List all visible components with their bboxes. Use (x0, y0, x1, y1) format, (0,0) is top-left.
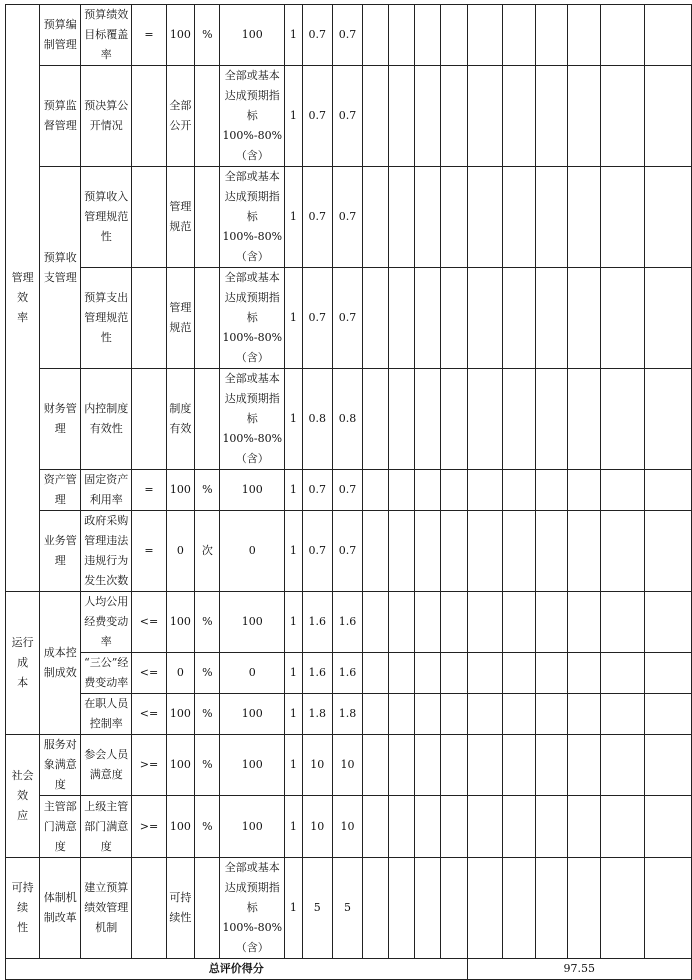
score-cell: 0.7 (302, 470, 332, 511)
category-l2-cell: 预算编 制管理 (40, 5, 81, 66)
category-l2-cell: 业务管 理 (40, 511, 81, 592)
operator-cell: <= (132, 694, 166, 735)
category-l1-cell: 社会效 应 (6, 735, 40, 858)
target-value-cell: 制度 有效 (166, 369, 195, 470)
operator-cell (132, 167, 166, 268)
unit-cell: % (195, 694, 220, 735)
weight-cell: 1 (285, 858, 303, 959)
actual-value-cell: 0 (220, 511, 285, 592)
target-value-cell: 100 (166, 694, 195, 735)
indicator-name-cell: 政府采购 管理违法 违规行为 发生次数 (81, 511, 132, 592)
weight-cell: 1 (285, 66, 303, 167)
score-cell: 10 (332, 735, 362, 796)
weight-cell: 1 (285, 369, 303, 470)
indicator-name-cell: 预算收入 管理规范 性 (81, 167, 132, 268)
operator-cell (132, 66, 166, 167)
category-l2-cell: 体制机 制改革 (40, 858, 81, 959)
operator-cell: = (132, 511, 166, 592)
target-value-cell: 100 (166, 592, 195, 653)
table-row (6, 5, 692, 66)
weight-cell: 1 (285, 653, 303, 694)
target-value-cell: 0 (166, 511, 195, 592)
category-l2-cell: 预算收 支管理 (40, 167, 81, 369)
weight-cell: 1 (285, 5, 303, 66)
weight-cell: 1 (285, 735, 303, 796)
total-score-label: 总评价得分 (6, 959, 468, 980)
table-row (6, 369, 692, 470)
operator-cell (132, 369, 166, 470)
score-cell: 0.8 (302, 369, 332, 470)
target-value-cell: 100 (166, 5, 195, 66)
weight-cell: 1 (285, 167, 303, 268)
indicator-name-cell: 参会人员 满意度 (81, 735, 132, 796)
unit-cell: % (195, 470, 220, 511)
table-row (6, 694, 692, 735)
table-row (6, 167, 692, 268)
unit-cell (195, 268, 220, 369)
category-l1-cell: 可持续 性 (6, 858, 40, 959)
score-cell: 0.7 (332, 5, 362, 66)
indicator-name-cell: 在职人员 控制率 (81, 694, 132, 735)
score-cell: 1.8 (302, 694, 332, 735)
actual-value-cell: 全部或基本 达成预期指 标 100%-80% （含） (220, 167, 285, 268)
indicator-name-cell: 固定资产 利用率 (81, 470, 132, 511)
score-cell: 0.8 (332, 369, 362, 470)
target-value-cell: 全部 公开 (166, 66, 195, 167)
unit-cell: % (195, 796, 220, 858)
indicator-name-cell: 预算绩效 目标覆盖 率 (81, 5, 132, 66)
actual-value-cell: 全部或基本 达成预期指 标 100%-80% （含） (220, 66, 285, 167)
target-value-cell: 100 (166, 470, 195, 511)
unit-cell: % (195, 735, 220, 796)
score-cell: 0.7 (302, 5, 332, 66)
category-l1-cell: 运行成 本 (6, 592, 40, 735)
unit-cell (195, 66, 220, 167)
score-cell: 1.6 (302, 653, 332, 694)
actual-value-cell: 全部或基本 达成预期指 标 100%-80% （含） (220, 369, 285, 470)
table-row (6, 653, 692, 694)
actual-value-cell: 100 (220, 694, 285, 735)
category-l2-cell: 成本控 制成效 (40, 592, 81, 735)
category-l2-cell: 主管部 门满意 度 (40, 796, 81, 858)
weight-cell: 1 (285, 511, 303, 592)
target-value-cell: 可持 续性 (166, 858, 195, 959)
score-cell: 10 (332, 796, 362, 858)
target-value-cell: 100 (166, 735, 195, 796)
indicator-name-cell: 上级主管 部门满意 度 (81, 796, 132, 858)
score-cell: 0.7 (332, 167, 362, 268)
table-row (6, 470, 692, 511)
actual-value-cell: 100 (220, 5, 285, 66)
weight-cell: 1 (285, 694, 303, 735)
operator-cell: <= (132, 653, 166, 694)
actual-value-cell: 0 (220, 653, 285, 694)
indicator-name-cell: 人均公用 经费变动 率 (81, 592, 132, 653)
target-value-cell: 100 (166, 796, 195, 858)
weight-cell: 1 (285, 592, 303, 653)
actual-value-cell: 100 (220, 796, 285, 858)
weight-cell: 1 (285, 796, 303, 858)
score-cell: 1.8 (332, 694, 362, 735)
total-score-value: 97.55 (467, 959, 691, 980)
actual-value-cell: 100 (220, 592, 285, 653)
operator-cell: <= (132, 592, 166, 653)
table-row (6, 796, 692, 858)
indicator-name-cell: 预决算公 开情况 (81, 66, 132, 167)
weight-cell: 1 (285, 268, 303, 369)
score-cell: 0.7 (302, 268, 332, 369)
total-score-row (6, 959, 692, 980)
operator-cell (132, 268, 166, 369)
unit-cell (195, 167, 220, 268)
score-cell: 10 (302, 796, 332, 858)
category-l2-cell: 预算监 督管理 (40, 66, 81, 167)
actual-value-cell: 全部或基本 达成预期指 标 100%-80% （含） (220, 858, 285, 959)
target-value-cell: 0 (166, 653, 195, 694)
weight-cell: 1 (285, 470, 303, 511)
score-cell: 10 (302, 735, 332, 796)
performance-evaluation-table (5, 4, 692, 980)
target-value-cell: 管理 规范 (166, 167, 195, 268)
category-l2-cell: 服务对 象满意 度 (40, 735, 81, 796)
score-cell: 0.7 (332, 66, 362, 167)
score-cell: 0.7 (332, 470, 362, 511)
score-cell: 5 (302, 858, 332, 959)
score-cell: 0.7 (302, 167, 332, 268)
actual-value-cell: 100 (220, 735, 285, 796)
score-cell: 1.6 (332, 653, 362, 694)
score-cell: 5 (332, 858, 362, 959)
score-cell: 0.7 (302, 511, 332, 592)
indicator-name-cell: 建立预算 绩效管理 机制 (81, 858, 132, 959)
category-l1-cell: 管理效 率 (6, 5, 40, 592)
score-cell: 0.7 (332, 511, 362, 592)
score-cell: 0.7 (302, 66, 332, 167)
operator-cell: >= (132, 735, 166, 796)
actual-value-cell: 100 (220, 470, 285, 511)
score-cell: 1.6 (332, 592, 362, 653)
indicator-name-cell: 预算支出 管理规范 性 (81, 268, 132, 369)
unit-cell: % (195, 592, 220, 653)
score-cell: 1.6 (302, 592, 332, 653)
indicator-name-cell: “三公”经 费变动率 (81, 653, 132, 694)
score-cell: 0.7 (332, 268, 362, 369)
category-l2-cell: 财务管 理 (40, 369, 81, 470)
unit-cell (195, 369, 220, 470)
table-row (6, 511, 692, 592)
operator-cell: = (132, 470, 166, 511)
target-value-cell: 管理 规范 (166, 268, 195, 369)
table-row (6, 66, 692, 167)
unit-cell: % (195, 5, 220, 66)
indicator-name-cell: 内控制度 有效性 (81, 369, 132, 470)
table-row (6, 592, 692, 653)
table-row (6, 735, 692, 796)
unit-cell: % (195, 653, 220, 694)
actual-value-cell: 全部或基本 达成预期指 标 100%-80% （含） (220, 268, 285, 369)
table-row (6, 268, 692, 369)
category-l2-cell: 资产管 理 (40, 470, 81, 511)
operator-cell: >= (132, 796, 166, 858)
operator-cell: = (132, 5, 166, 66)
unit-cell: 次 (195, 511, 220, 592)
